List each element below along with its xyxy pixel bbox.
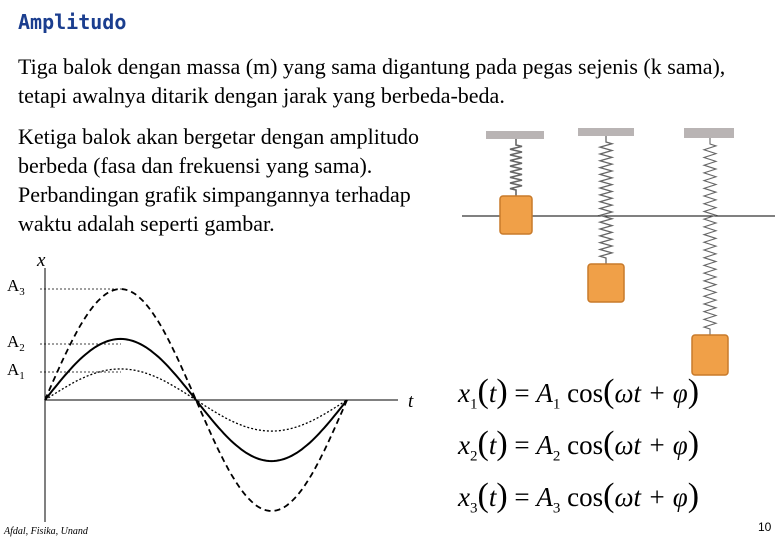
footer-credit: Afdal, Fisika, Unand: [4, 526, 88, 537]
spring-2: [600, 136, 612, 264]
ceiling-3: [684, 128, 734, 138]
block-1: [500, 196, 532, 234]
a2-label: $A_2$: [7, 332, 25, 354]
slide-title: Amplitudo: [18, 10, 127, 34]
equation-3: $x_3(t) = A_3$ cos(ωt + φ): [458, 477, 700, 517]
intro-paragraph: Tiga balok dengan massa (m) yang sama digantung pada pegas sejenis (k sama), tetapi awalnya ditarik dengan jarak yang berbeda-beda.: [18, 54, 726, 108]
t-axis-label: t: [408, 391, 414, 412]
page-number: 10: [758, 520, 772, 534]
a3-label: $A_3$: [7, 276, 25, 298]
equation-2: $x_2(t) = A_2$ cos(ωt + φ): [458, 425, 700, 465]
explanation-paragraph: Ketiga balok akan bergetar dengan amplitudo berbeda (fasa dan frekuensi yang sama). Perbandingan grafik simpangannya terhadap waktu adalah seperti gambar.: [18, 124, 419, 236]
spring-1: [510, 139, 522, 196]
block-3: [692, 335, 728, 375]
block-2: [588, 264, 624, 302]
a1-label: $A_1$: [7, 360, 25, 382]
spring-diagram: [462, 128, 775, 375]
equation-1: $x_1(t) = A_1$ cos(ωt + φ): [458, 373, 700, 413]
displacement-graph: [7, 250, 414, 522]
x-axis-label: x: [37, 250, 46, 271]
ceiling-2: [578, 128, 634, 136]
spring-3: [704, 138, 716, 335]
ceiling-1: [486, 131, 544, 139]
